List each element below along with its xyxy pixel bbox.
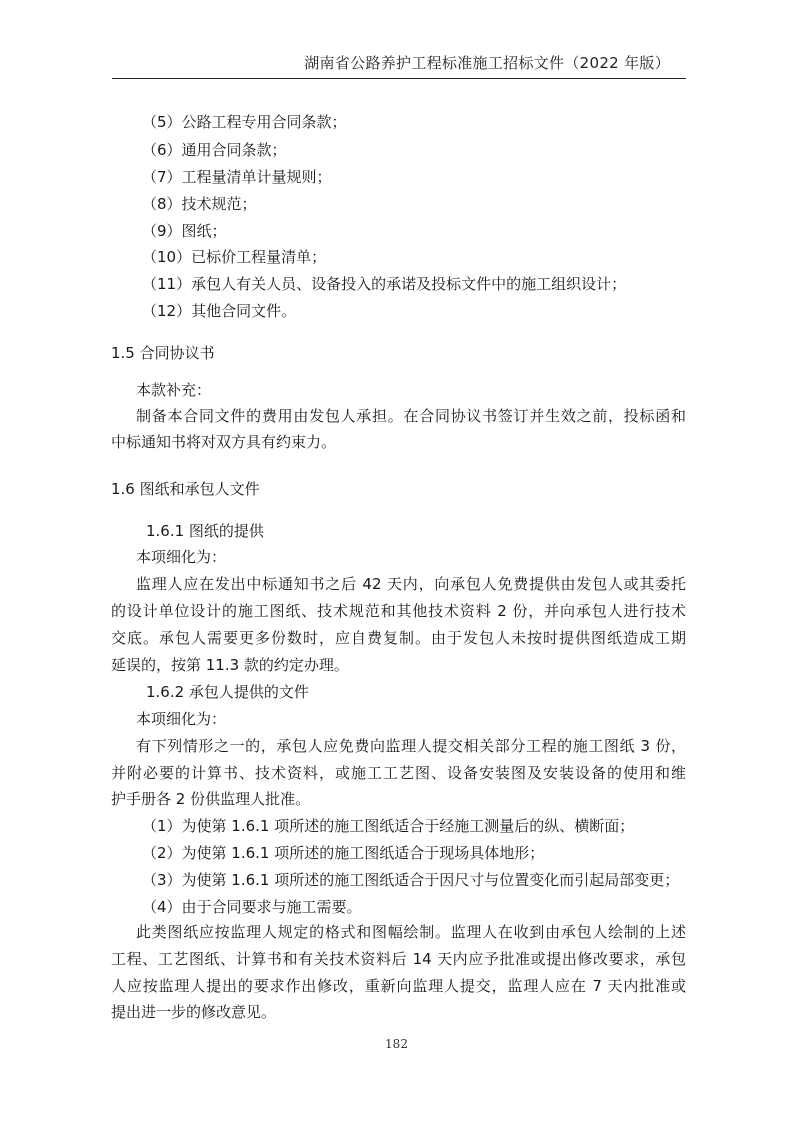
list-item: （6）通用合同条款；	[142, 141, 287, 159]
list-item: （10）已标价工程量清单；	[142, 248, 327, 266]
subsection-heading-1-6-2: 1.6.2 承包人提供的文件	[146, 683, 309, 701]
subsection-heading-1-6-1: 1.6.1 图纸的提供	[146, 522, 264, 540]
paragraph-line: 制备本合同文件的费用由发包人承担。在合同协议书签订并生效之前，投标函和	[136, 407, 686, 425]
paragraph-line: 提出进一步的修改意见。	[111, 1003, 277, 1021]
paragraph-line: 交底。承包人需要更多份数时，应自费复制。由于发包人未按时提供图纸造成工期	[111, 629, 686, 647]
paragraph-line: 护手册各 2 份供监理人批准。	[111, 790, 311, 808]
section-heading-1-5: 1.5 合同协议书	[111, 344, 215, 362]
list-item: （8）技术规范；	[142, 195, 257, 213]
list-item: （9）图纸；	[142, 222, 227, 240]
paragraph-line: 并附必要的计算书、技术资料，或施工工艺图、设备安装图及安装设备的使用和维	[111, 764, 686, 782]
list-item: （2）为使第 1.6.1 项所述的施工图纸适合于现场具体地形；	[142, 844, 545, 862]
subsection-intro: 本项细化为：	[136, 710, 227, 728]
list-item: （4）由于合同要求与施工需要。	[142, 898, 362, 916]
header-title: 湖南省公路养护工程标准施工招标文件（2022 年版）	[304, 54, 670, 72]
subsection-intro: 本项细化为：	[136, 548, 227, 566]
paragraph-line: 中标通知书将对双方具有约束力。	[111, 433, 337, 451]
paragraph-line: 此类图纸应按监理人规定的格式和图幅绘制。监理人在收到由承包人绘制的上述	[136, 923, 686, 941]
list-item: （7）工程量清单计量规则；	[142, 168, 332, 186]
paragraph-line: 的设计单位设计的施工图纸、技术规范和其他技术资料 2 份，并向承包人进行技术	[111, 602, 686, 620]
list-item: （12）其他合同文件。	[142, 302, 297, 320]
page-number: 182	[385, 1037, 408, 1051]
paragraph-line: 延误的，按第 11.3 款的约定办理。	[111, 656, 349, 674]
list-item: （5）公路工程专用合同条款；	[142, 113, 347, 131]
section-heading-1-6: 1.6 图纸和承包人文件	[111, 480, 260, 498]
paragraph-line: 人应按监理人提出的要求作出修改，重新向监理人提交，监理人应在 7 天内批准或	[111, 977, 686, 995]
paragraph-line: 工程、工艺图纸、计算书和有关技术资料后 14 天内应予批准或提出修改要求，承包	[111, 950, 686, 968]
list-item: （11）承包人有关人员、设备投入的承诺及投标文件中的施工组织设计；	[142, 275, 627, 293]
list-item: （3）为使第 1.6.1 项所述的施工图纸适合于因尺寸与位置变化而引起局部变更；	[142, 871, 680, 889]
paragraph-line: 监理人应在发出中标通知书之后 42 天内，向承包人免费提供由发包人或其委托	[136, 575, 686, 593]
list-item: （1）为使第 1.6.1 项所述的施工图纸适合于经施工测量后的纵、横断面；	[142, 817, 635, 835]
paragraph-line: 有下列情形之一的，承包人应免费向监理人提交相关部分工程的施工图纸 3 份，	[136, 737, 686, 755]
header-rule	[112, 78, 686, 79]
section-intro: 本款补充：	[136, 381, 212, 399]
